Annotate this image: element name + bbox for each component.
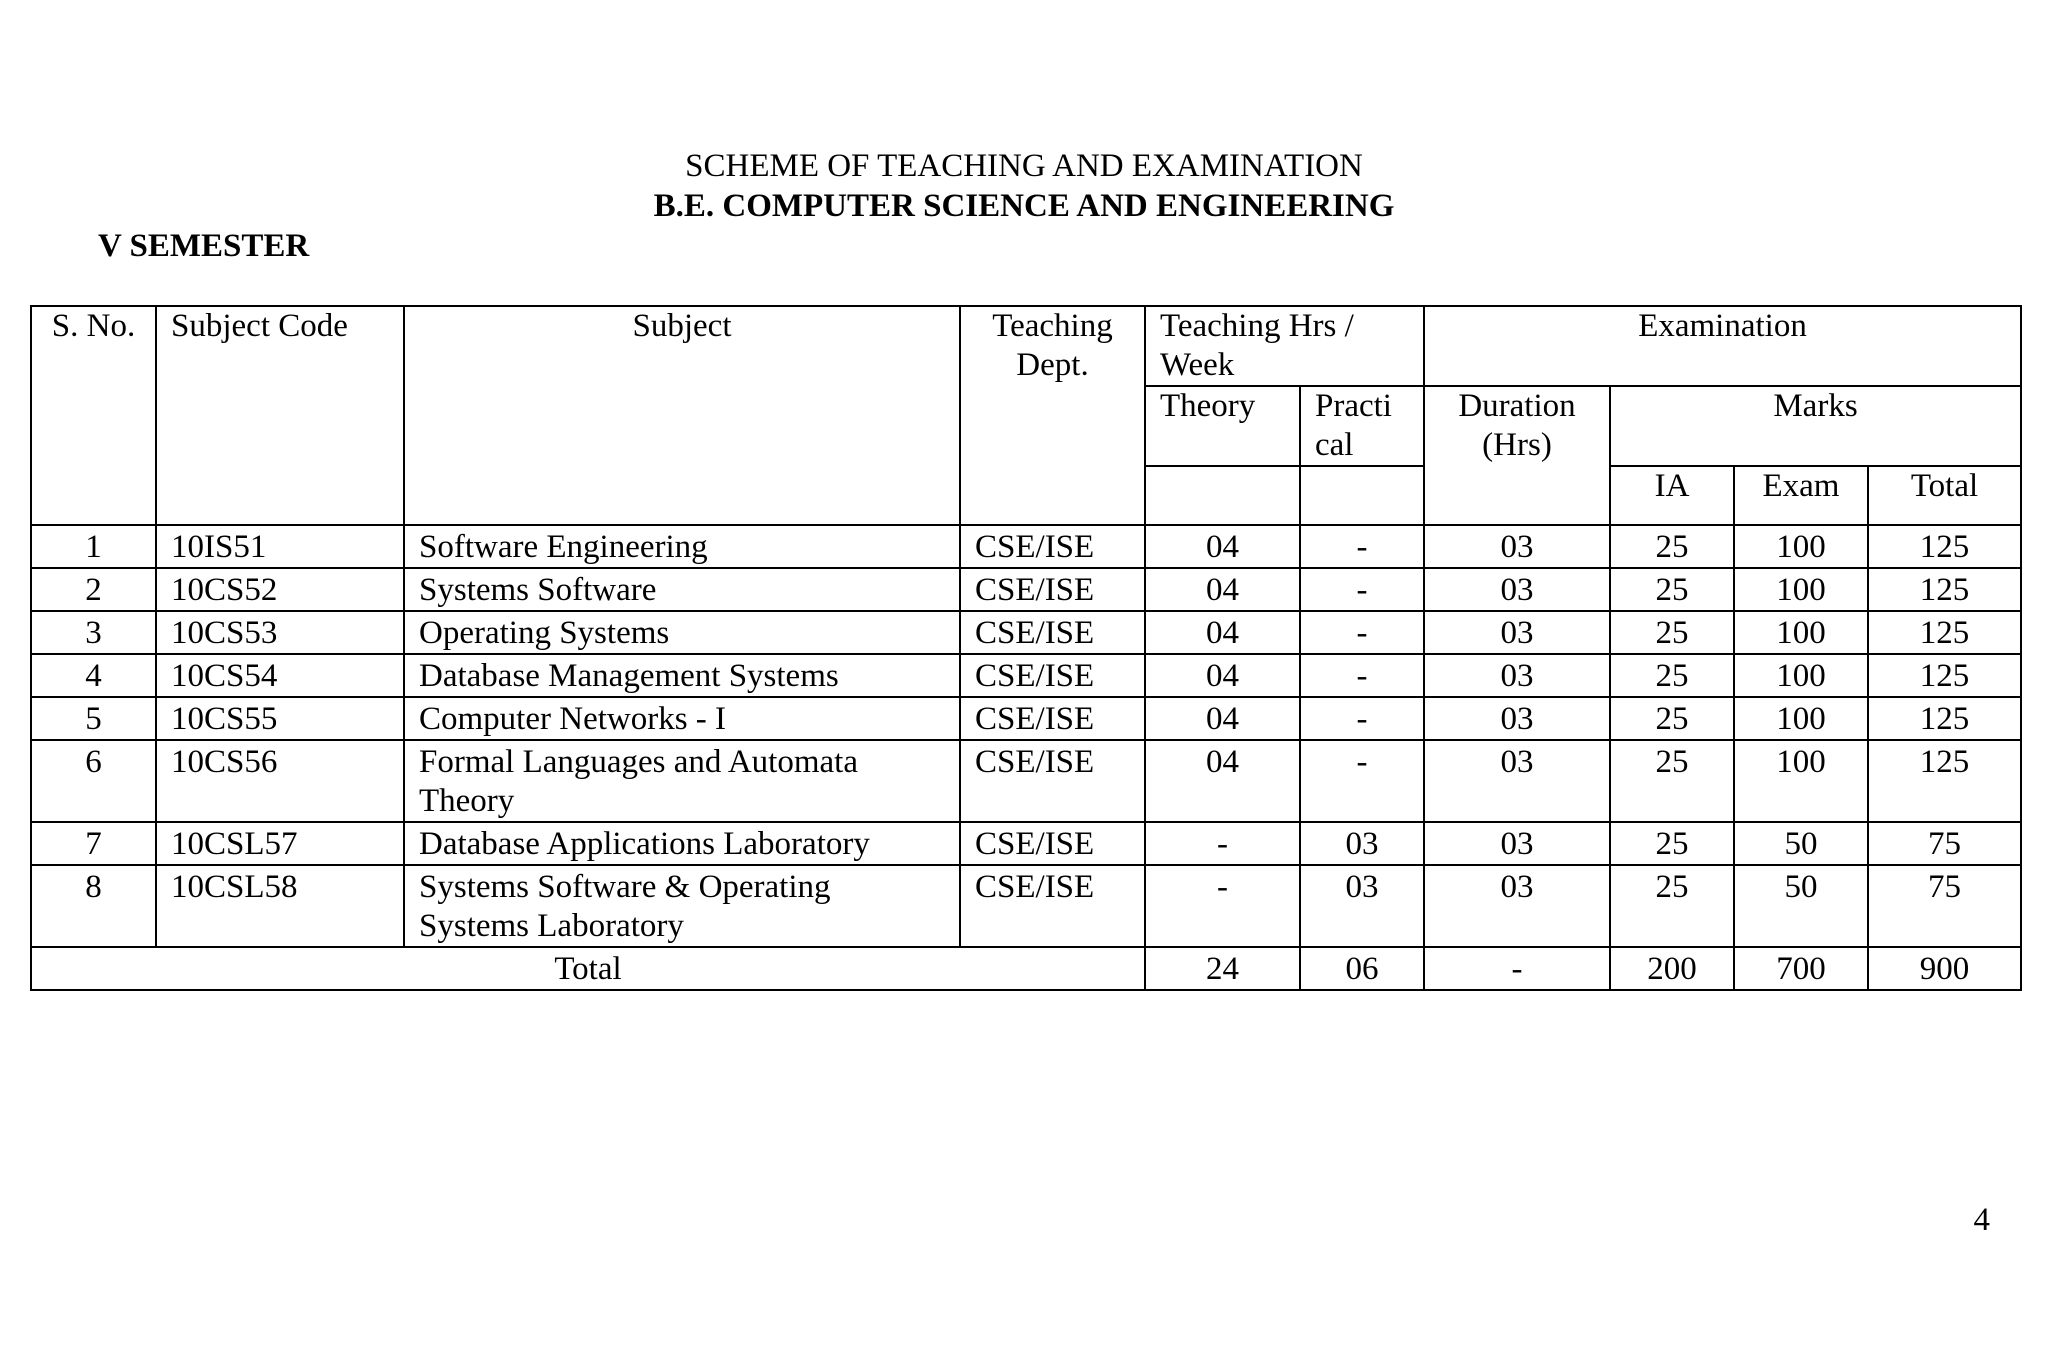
header-sno: S. No. [31, 306, 156, 525]
cell-subject-code: 10CS54 [156, 654, 404, 697]
table-row [31, 822, 2021, 865]
cell-sno: 7 [31, 822, 156, 865]
cell-exam: 100 [1734, 568, 1868, 611]
cell-dept: CSE/ISE [960, 525, 1145, 568]
cell-ia: 25 [1610, 568, 1734, 611]
cell-practical: 03 [1300, 865, 1424, 947]
table-row [31, 568, 2021, 611]
header-practical-blank [1300, 466, 1424, 525]
cell-subject: Operating Systems [404, 611, 960, 654]
table-row [31, 525, 2021, 568]
cell-practical: - [1300, 697, 1424, 740]
cell-theory: 04 [1145, 697, 1300, 740]
header-total: Total [1868, 466, 2021, 525]
header-teaching-dept: Teaching Dept. [960, 306, 1145, 525]
cell-subject: Software Engineering [404, 525, 960, 568]
cell-subject-code: 10CSL58 [156, 865, 404, 947]
header-ia: IA [1610, 466, 1734, 525]
cell-dept: CSE/ISE [960, 865, 1145, 947]
header-row [31, 306, 2021, 386]
cell-duration: 03 [1424, 865, 1610, 947]
header-practical: Practi cal [1300, 386, 1424, 466]
cell-dept: CSE/ISE [960, 740, 1145, 822]
cell-practical: - [1300, 525, 1424, 568]
cell-subject-code: 10CS53 [156, 611, 404, 654]
cell-ia: 25 [1610, 865, 1734, 947]
total-label: Total [31, 947, 1145, 990]
cell-dept: CSE/ISE [960, 568, 1145, 611]
cell-total: 125 [1868, 654, 2021, 697]
cell-subject: Computer Networks - I [404, 697, 960, 740]
total-practical: 06 [1300, 947, 1424, 990]
header-marks: Marks [1610, 386, 2021, 466]
cell-subject: Systems Software [404, 568, 960, 611]
cell-duration: 03 [1424, 740, 1610, 822]
cell-dept: CSE/ISE [960, 822, 1145, 865]
cell-exam: 100 [1734, 611, 1868, 654]
cell-subject: Database Management Systems [404, 654, 960, 697]
cell-ia: 25 [1610, 740, 1734, 822]
header-subject-code: Subject Code [156, 306, 404, 525]
cell-dept: CSE/ISE [960, 654, 1145, 697]
total-duration: - [1424, 947, 1610, 990]
cell-practical: 03 [1300, 822, 1424, 865]
scheme-table [30, 305, 2022, 991]
cell-practical: - [1300, 740, 1424, 822]
cell-theory: - [1145, 865, 1300, 947]
cell-sno: 1 [31, 525, 156, 568]
cell-theory: 04 [1145, 611, 1300, 654]
cell-theory: 04 [1145, 568, 1300, 611]
table-row [31, 654, 2021, 697]
table-body [31, 525, 2021, 990]
cell-ia: 25 [1610, 525, 1734, 568]
cell-ia: 25 [1610, 654, 1734, 697]
cell-sno: 8 [31, 865, 156, 947]
cell-practical: - [1300, 611, 1424, 654]
cell-subject: Systems Software & Operating Systems Laboratory [404, 865, 960, 947]
header-exam: Exam [1734, 466, 1868, 525]
header-duration: Duration (Hrs) [1424, 386, 1610, 525]
cell-total: 125 [1868, 740, 2021, 822]
cell-ia: 25 [1610, 822, 1734, 865]
cell-subject-code: 10CS56 [156, 740, 404, 822]
cell-sno: 6 [31, 740, 156, 822]
cell-exam: 50 [1734, 865, 1868, 947]
cell-duration: 03 [1424, 568, 1610, 611]
cell-total: 75 [1868, 822, 2021, 865]
cell-theory: 04 [1145, 525, 1300, 568]
semester-heading: V SEMESTER [98, 228, 310, 264]
cell-theory: 04 [1145, 740, 1300, 822]
cell-exam: 100 [1734, 654, 1868, 697]
cell-exam: 100 [1734, 525, 1868, 568]
program-title: B.E. COMPUTER SCIENCE AND ENGINEERING [653, 188, 1395, 224]
cell-subject: Formal Languages and Automata Theory [404, 740, 960, 822]
cell-subject-code: 10CS55 [156, 697, 404, 740]
cell-duration: 03 [1424, 654, 1610, 697]
cell-total: 125 [1868, 525, 2021, 568]
total-row [31, 947, 2021, 990]
header-subject: Subject [404, 306, 960, 525]
table-row [31, 865, 2021, 947]
cell-total: 125 [1868, 568, 2021, 611]
cell-subject-code: 10CSL57 [156, 822, 404, 865]
total-theory: 24 [1145, 947, 1300, 990]
cell-theory: 04 [1145, 654, 1300, 697]
cell-duration: 03 [1424, 822, 1610, 865]
cell-exam: 50 [1734, 822, 1868, 865]
cell-practical: - [1300, 568, 1424, 611]
cell-exam: 100 [1734, 697, 1868, 740]
cell-subject: Database Applications Laboratory [404, 822, 960, 865]
cell-ia: 25 [1610, 611, 1734, 654]
header-teaching-hrs: Teaching Hrs / Week [1145, 306, 1424, 386]
page-number: 4 [1973, 1202, 1990, 1238]
cell-sno: 5 [31, 697, 156, 740]
cell-subject-code: 10IS51 [156, 525, 404, 568]
total-exam: 700 [1734, 947, 1868, 990]
cell-exam: 100 [1734, 740, 1868, 822]
cell-dept: CSE/ISE [960, 611, 1145, 654]
table-row [31, 740, 2021, 822]
table-row [31, 697, 2021, 740]
cell-sno: 3 [31, 611, 156, 654]
cell-total: 125 [1868, 697, 2021, 740]
header-theory: Theory [1145, 386, 1300, 466]
cell-ia: 25 [1610, 697, 1734, 740]
cell-total: 75 [1868, 865, 2021, 947]
total-ia: 200 [1610, 947, 1734, 990]
cell-duration: 03 [1424, 697, 1610, 740]
cell-subject-code: 10CS52 [156, 568, 404, 611]
cell-dept: CSE/ISE [960, 697, 1145, 740]
table-header [31, 306, 2021, 525]
header-theory-blank [1145, 466, 1300, 525]
total-marks: 900 [1868, 947, 2021, 990]
cell-duration: 03 [1424, 611, 1610, 654]
document-title: SCHEME OF TEACHING AND EXAMINATION [685, 148, 1363, 184]
header-examination: Examination [1424, 306, 2021, 386]
cell-duration: 03 [1424, 525, 1610, 568]
cell-total: 125 [1868, 611, 2021, 654]
cell-theory: - [1145, 822, 1300, 865]
cell-sno: 4 [31, 654, 156, 697]
table-row [31, 611, 2021, 654]
cell-practical: - [1300, 654, 1424, 697]
cell-sno: 2 [31, 568, 156, 611]
